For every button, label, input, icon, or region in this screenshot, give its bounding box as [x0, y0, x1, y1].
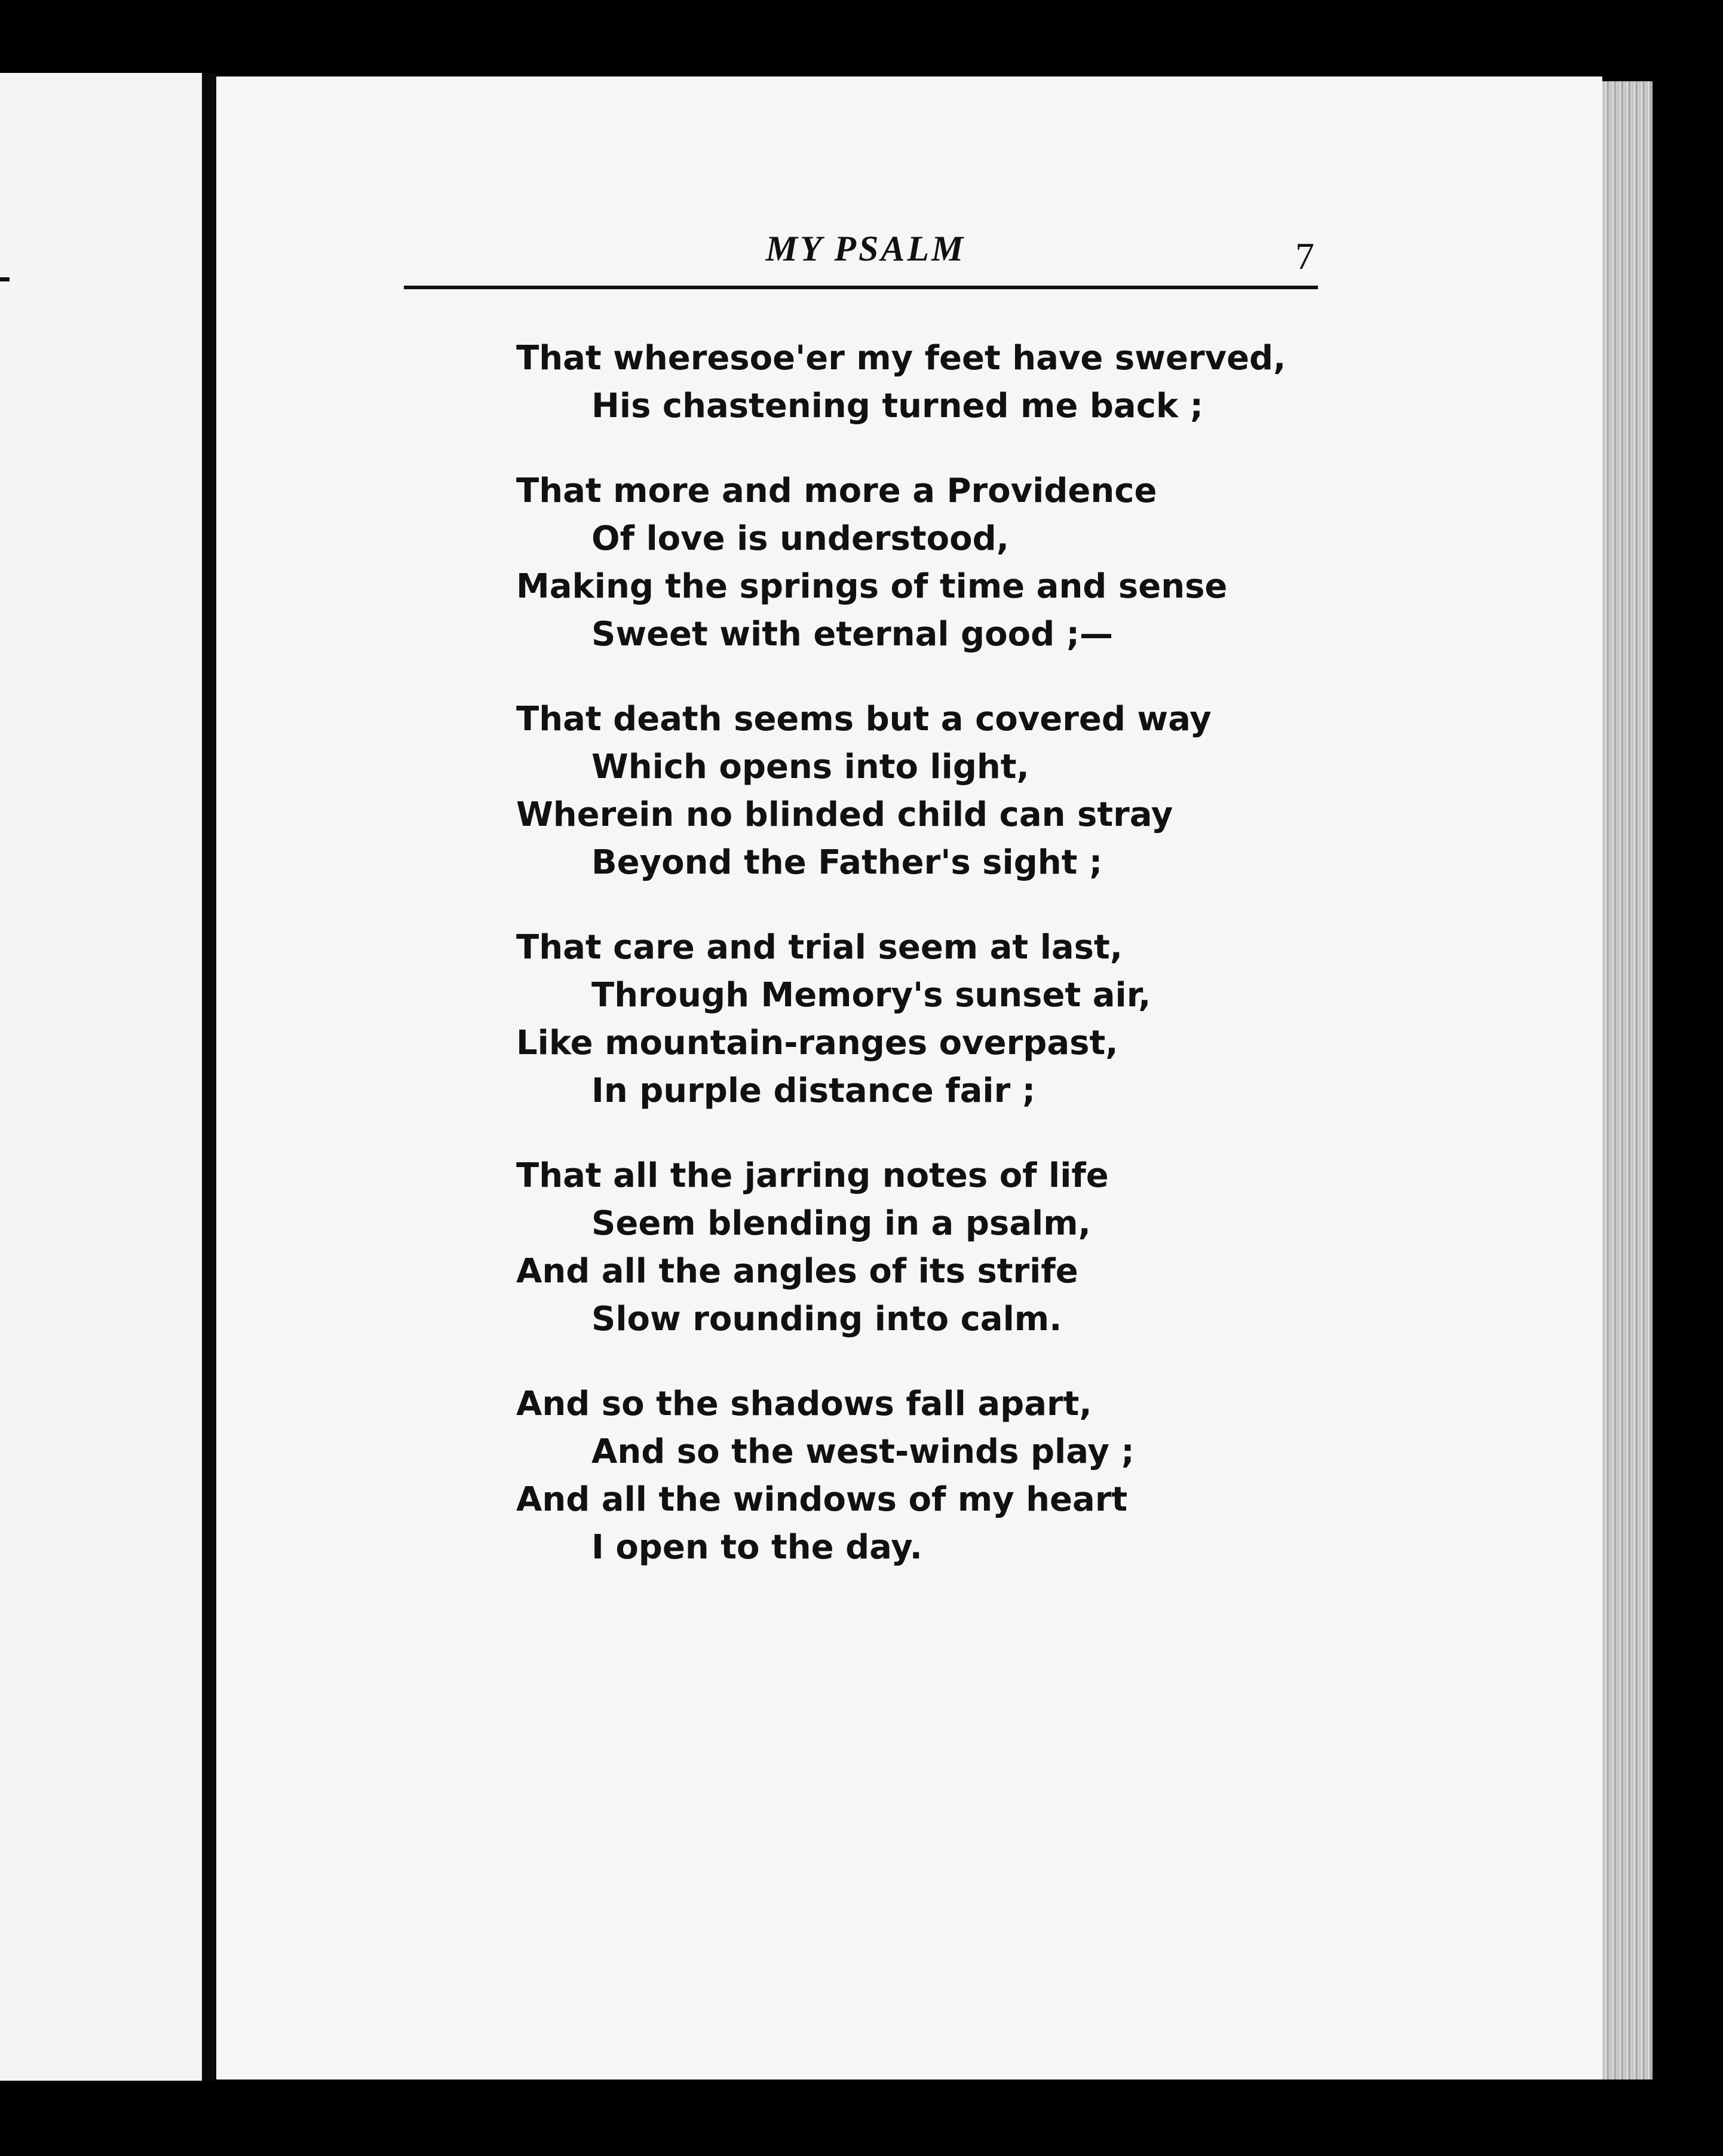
- stanza: [516, 1152, 1317, 1343]
- stanza: [516, 924, 1317, 1115]
- poem-line: Seem blending in a psalm,: [591, 1204, 1091, 1243]
- poem-line: That more and more a Providence: [516, 471, 1157, 510]
- poem-line: In purple distance fair ;: [591, 1071, 1036, 1110]
- poem-line: That wheresoe'er my feet have swerved,: [516, 339, 1286, 378]
- poem-line: Slow rounding into calm.: [591, 1300, 1062, 1339]
- poem-line: His chastening turned me back ;: [591, 387, 1204, 425]
- header-rule: [404, 286, 1318, 289]
- stanza: [516, 335, 1317, 430]
- poem-line: And so the west-winds play ;: [591, 1432, 1135, 1471]
- poem-line: Sweet with eternal good ;—: [591, 615, 1114, 654]
- page-number: 7: [1295, 235, 1314, 277]
- page-edges: [1602, 81, 1653, 2080]
- poem-line: And all the windows of my heart: [516, 1480, 1128, 1519]
- poem-line: Which opens into light,: [591, 748, 1029, 786]
- poem-line: And all the angles of its strife: [516, 1252, 1078, 1291]
- running-title: MY PSALM: [765, 229, 966, 268]
- poem-line: That death seems but a covered way: [516, 700, 1212, 739]
- poem-line: I open to the day.: [591, 1528, 922, 1567]
- facing-page: [0, 73, 202, 2081]
- poem-body: [516, 335, 1317, 1609]
- poem-line: Wherein no blinded child can stray: [516, 795, 1173, 834]
- poem-line: Beyond the Father's sight ;: [591, 843, 1103, 882]
- stanza: [516, 467, 1317, 659]
- poem-line: And so the shadows fall apart,: [516, 1385, 1092, 1423]
- poem-line: That all the jarring notes of life: [516, 1156, 1109, 1195]
- stanza: [516, 696, 1317, 887]
- poem-line: Of love is understood,: [591, 519, 1009, 558]
- poem-line: That care and trial seem at last,: [516, 928, 1123, 967]
- poem-line: Making the springs of time and sense: [516, 567, 1228, 606]
- poem-line: Through Memory's sunset air,: [591, 976, 1151, 1015]
- stanza: [516, 1380, 1317, 1572]
- poem-line: Like mountain-ranges overpast,: [516, 1024, 1118, 1062]
- book-gutter: [202, 73, 216, 2081]
- facing-page-mark: [0, 277, 10, 281]
